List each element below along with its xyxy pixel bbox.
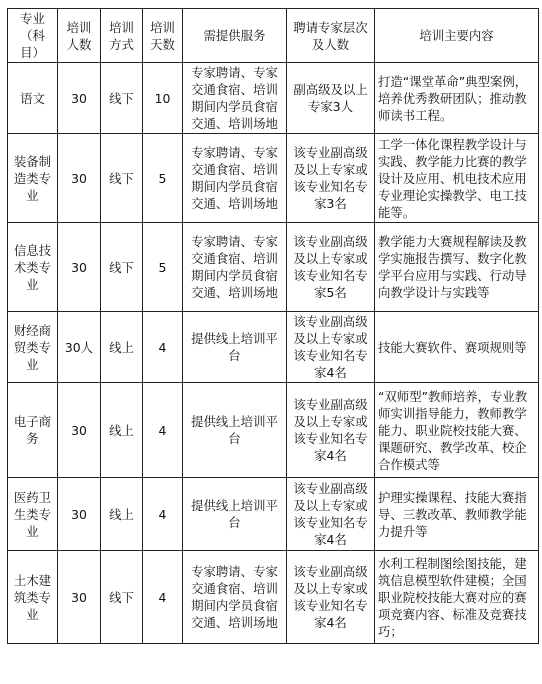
cell-content: 护理实操课程、技能大赛指导、三教改革、教师教学能力提升等 [375,478,539,551]
cell-count: 30 [58,63,101,134]
cell-count: 30 [58,134,101,223]
cell-content: 工学一体化课程教学设计与实践、教学能力比赛的教学设计及应用、机电技术应用专业理论实操教学、电工技能等。 [375,134,539,223]
header-days: 培训天数 [143,9,183,63]
header-mode: 培训方式 [101,9,143,63]
cell-content: 打造“课堂革命”典型案例，培养优秀教研团队；推动教师读书工程。 [375,63,539,134]
cell-mode: 线上 [101,383,143,478]
cell-days: 4 [143,383,183,478]
table-row [8,551,539,644]
cell-days: 4 [143,478,183,551]
cell-days: 10 [143,63,183,134]
cell-major: 语文 [8,63,58,134]
cell-content: 技能大赛软件、赛项规则等 [375,312,539,383]
table-row [8,383,539,478]
header-row [8,9,539,63]
cell-content: “双师型”教师培养，专业教师实训指导能力，教师教学能力、职业院校技能大赛、课题研究、教学改革、校企合作模式等 [375,383,539,478]
cell-mode: 线上 [101,478,143,551]
header-services: 需提供服务 [183,9,287,63]
cell-major: 医药卫生类专业 [8,478,58,551]
cell-mode: 线下 [101,223,143,312]
cell-services: 提供线上培训平台 [183,478,287,551]
table-row [8,63,539,134]
table-row [8,478,539,551]
cell-services: 提供线上培训平台 [183,383,287,478]
cell-experts: 该专业副高级及以上专家或该专业知名专家3名 [287,134,375,223]
cell-mode: 线下 [101,63,143,134]
cell-major: 电子商务 [8,383,58,478]
cell-experts: 该专业副高级及以上专家或该专业知名专家4名 [287,478,375,551]
table-row [8,312,539,383]
cell-major: 信息技术类专业 [8,223,58,312]
header-major: 专业（科目） [8,9,58,63]
cell-experts: 该专业副高级及以上专家或该专业知名专家4名 [287,312,375,383]
header-content: 培训主要内容 [375,9,539,63]
cell-major: 土木建筑类专业 [8,551,58,644]
cell-experts: 该专业副高级及以上专家或该专业知名专家4名 [287,551,375,644]
cell-days: 4 [143,551,183,644]
cell-mode: 线上 [101,312,143,383]
header-experts: 聘请专家层次及人数 [287,9,375,63]
table-row [8,134,539,223]
cell-days: 5 [143,223,183,312]
cell-content: 水利工程制图绘图技能，建筑信息模型软件建模；全国职业院校技能大赛对应的赛项竞赛内容、标准及竞赛技巧； [375,551,539,644]
cell-experts: 该专业副高级及以上专家或该专业知名专家4名 [287,383,375,478]
cell-services: 提供线上培训平台 [183,312,287,383]
cell-services: 专家聘请、专家交通食宿、培训期间内学员食宿交通、培训场地 [183,551,287,644]
cell-days: 4 [143,312,183,383]
cell-content: 教学能力大赛规程解读及教学实施报告撰写、数字化教学平台应用与实践、行动导向教学设计与实践等 [375,223,539,312]
cell-services: 专家聘请、专家交通食宿、培训期间内学员食宿交通、培训场地 [183,223,287,312]
cell-major: 装备制造类专业 [8,134,58,223]
cell-count: 30 [58,223,101,312]
cell-count: 30 [58,383,101,478]
cell-days: 5 [143,134,183,223]
cell-count: 30人 [58,312,101,383]
cell-count: 30 [58,478,101,551]
cell-services: 专家聘请、专家交通食宿、培训期间内学员食宿交通、培训场地 [183,134,287,223]
cell-count: 30 [58,551,101,644]
table-row [8,223,539,312]
training-plan-table [7,8,539,644]
cell-experts: 副高级及以上专家3人 [287,63,375,134]
header-count: 培训人数 [58,9,101,63]
cell-experts: 该专业副高级及以上专家或该专业知名专家5名 [287,223,375,312]
cell-major: 财经商贸类专业 [8,312,58,383]
cell-mode: 线下 [101,134,143,223]
cell-mode: 线下 [101,551,143,644]
cell-services: 专家聘请、专家交通食宿、培训期间内学员食宿交通、培训场地 [183,63,287,134]
